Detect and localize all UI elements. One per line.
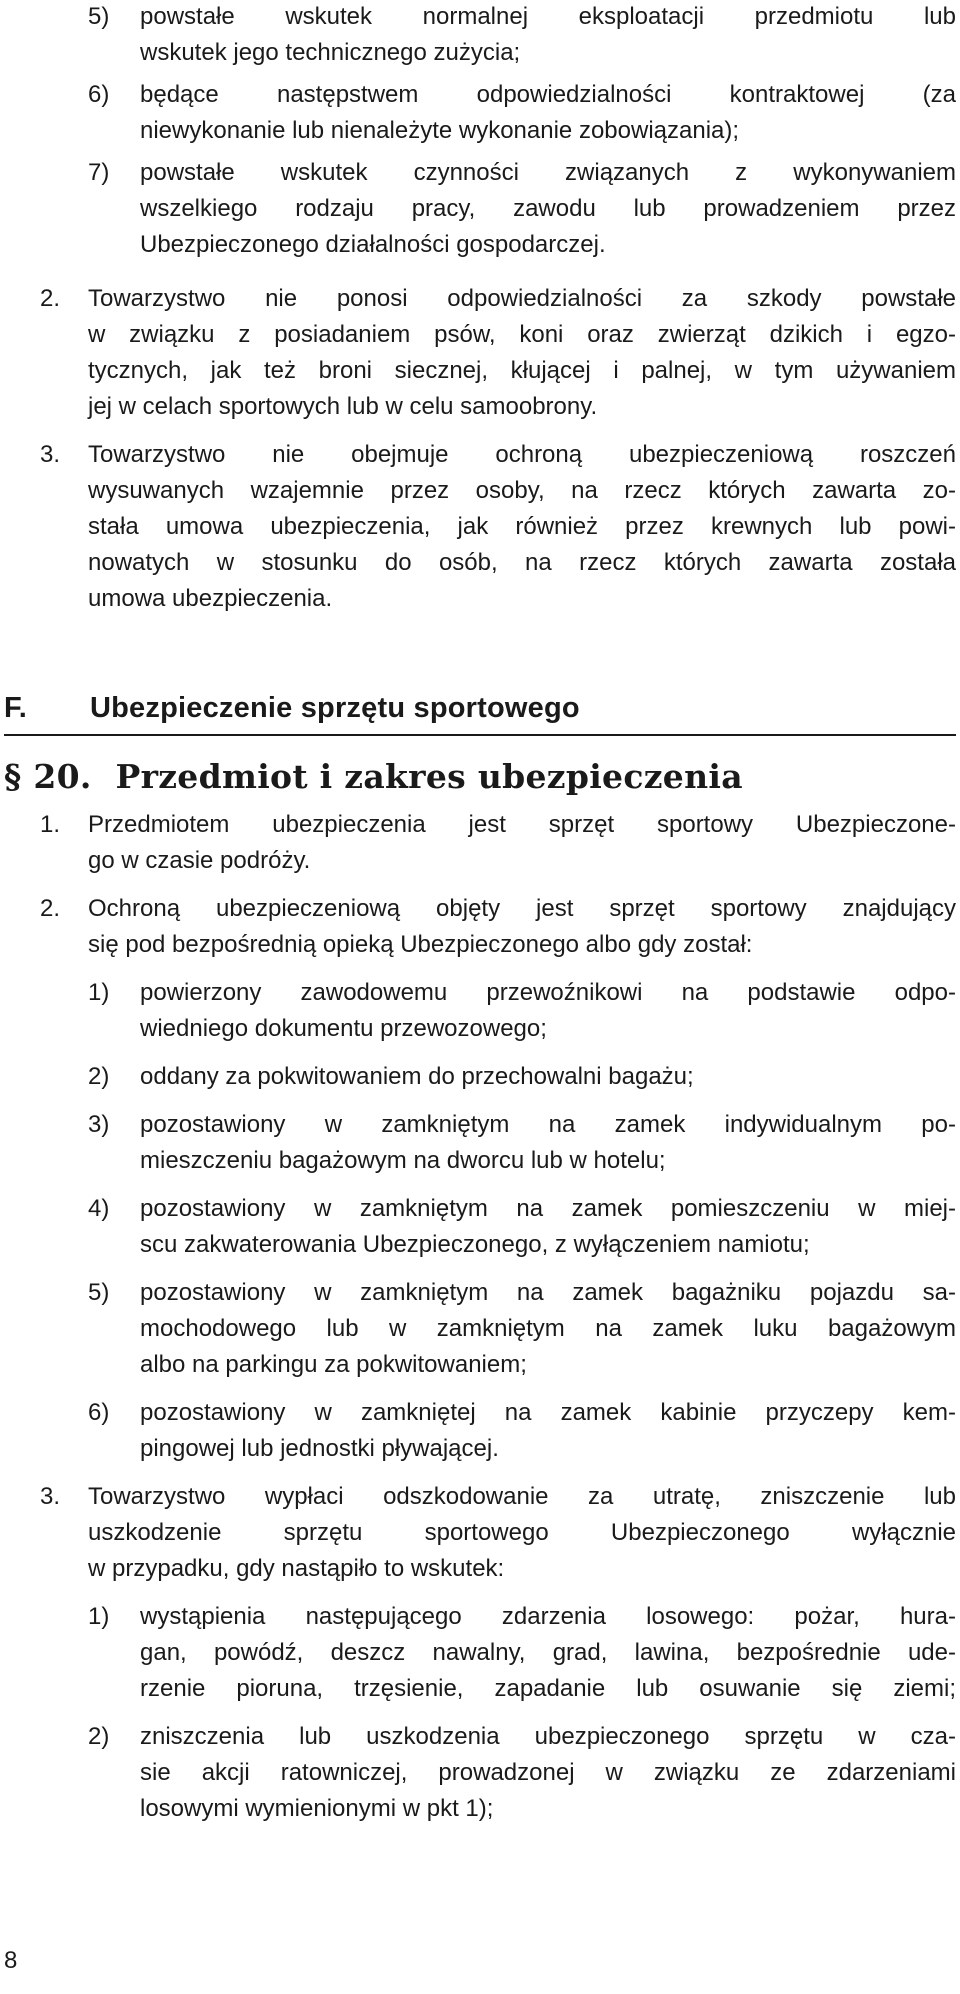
list-line: rzenie pioruna, trzęsienie, zapadanie lub osuwanie się ziemi; — [140, 1675, 956, 1702]
list-line: oddany za pokwitowaniem do przechowalni bagażu; — [140, 1063, 694, 1090]
point-line: nowatych w stosunku do osób, na rzecz których zawarta została — [88, 549, 956, 576]
list-number: 6) — [88, 1399, 110, 1426]
list-line: wiedniego dokumentu przewozowego; — [140, 1015, 547, 1042]
list-number: 1) — [88, 1603, 110, 1630]
list-line: powstałe wskutek normalnej eksploatacji przedmiotu lub — [140, 3, 956, 30]
list-number: 6) — [88, 81, 110, 108]
paragraph-title: Przedmiot i zakres ubezpieczenia — [115, 757, 743, 796]
list-line: wystąpienia następującego zdarzenia losowego: pożar, hura- — [140, 1603, 956, 1630]
point-number: 1. — [40, 811, 61, 838]
list-line: gan, powódź, deszcz nawalny, grad, lawina, bezpośrednie ude- — [140, 1639, 956, 1666]
list-line: pozostawiony w zamkniętym na zamek pomieszczeniu w miej- — [140, 1195, 956, 1222]
list-line: sie akcji ratowniczej, prowadzonej w związku ze zdarzeniami — [140, 1759, 956, 1786]
point-number: 3. — [40, 441, 61, 468]
list-number: 1) — [88, 979, 110, 1006]
list-line: mochodowego lub w zamkniętym na zamek luku bagażowym — [140, 1315, 956, 1342]
list-line: powstałe wskutek czynności związanych z wykonywaniem — [140, 159, 956, 186]
list-number: 2) — [88, 1723, 110, 1750]
section-letter: F. — [4, 692, 27, 724]
point-line: Przedmiotem ubezpieczenia jest sprzęt sportowy Ubezpieczone- — [88, 811, 956, 838]
point-line: jej w celach sportowych lub w celu samoobrony. — [88, 393, 598, 420]
section-heading — [4, 690, 580, 726]
list-line: scu zakwaterowania Ubezpieczonego, z wyłączeniem namiotu; — [140, 1231, 810, 1258]
point-line: w przypadku, gdy nastąpiło to wskutek: — [88, 1555, 505, 1582]
list-number: 3) — [88, 1111, 110, 1138]
point-line: Ochroną ubezpieczeniową objęty jest sprzęt sportowy znajdujący — [88, 895, 956, 922]
list-line: mieszczeniu bagażowym na dworcu lub w hotelu; — [140, 1147, 666, 1174]
point-line: w związku z posiadaniem psów, koni oraz zwierząt dzikich i egzo- — [88, 321, 956, 348]
list-line: niewykonanie lub nienależyte wykonanie zobowiązania); — [140, 117, 740, 144]
point-number: 3. — [40, 1483, 61, 1510]
list-line: pozostawiony w zamkniętej na zamek kabinie przyczepy kem- — [140, 1399, 956, 1426]
list-line: pingowej lub jednostki pływającej. — [140, 1435, 499, 1462]
paragraph-heading — [4, 755, 743, 799]
list-line: albo na parkingu za pokwitowaniem; — [140, 1351, 527, 1378]
paragraph-sign: § 20. — [4, 757, 92, 796]
point-line: Towarzystwo nie ponosi odpowiedzialności za szkody powstałe — [88, 285, 956, 312]
list-number: 7) — [88, 159, 110, 186]
list-line: losowymi wymienionymi w pkt 1); — [140, 1795, 494, 1822]
list-number: 5) — [88, 1279, 110, 1306]
point-line: go w czasie podróży. — [88, 847, 311, 874]
list-number: 4) — [88, 1195, 110, 1222]
page-number: 8 — [4, 1947, 18, 1974]
section-divider — [4, 734, 956, 736]
point-line: tycznych, jak też broni siecznej, kłującej i palnej, w tym używaniem — [88, 357, 956, 384]
point-line: uszkodzenie sprzętu sportowego Ubezpieczonego wyłącznie — [88, 1519, 956, 1546]
point-line: stała umowa ubezpieczenia, jak również przez krewnych lub powi- — [88, 513, 956, 540]
point-line: Towarzystwo wypłaci odszkodowanie za utratę, zniszczenie lub — [88, 1483, 956, 1510]
section-title: Ubezpieczenie sprzętu sportowego — [90, 692, 580, 724]
list-line: wszelkiego rodzaju pracy, zawodu lub prowadzeniem przez — [140, 195, 956, 222]
list-line: pozostawiony w zamkniętym na zamek bagażniku pojazdu sa- — [140, 1279, 956, 1306]
point-line: się pod bezpośrednią opieką Ubezpieczonego albo gdy został: — [88, 931, 753, 958]
point-line: wysuwanych wzajemnie przez osoby, na rzecz których zawarta zo- — [88, 477, 956, 504]
list-line: zniszczenia lub uszkodzenia ubezpieczonego sprzętu w cza- — [140, 1723, 956, 1750]
point-line: Towarzystwo nie obejmuje ochroną ubezpieczeniową roszczeń — [88, 441, 956, 468]
list-line: będące następstwem odpowiedzialności kontraktowej (za — [140, 81, 956, 108]
list-line: pozostawiony w zamkniętym na zamek indywidualnym po- — [140, 1111, 956, 1138]
point-number: 2. — [40, 285, 61, 312]
list-number: 5) — [88, 3, 110, 30]
list-number: 2) — [88, 1063, 110, 1090]
point-number: 2. — [40, 895, 61, 922]
list-line: Ubezpieczonego działalności gospodarczej. — [140, 231, 606, 258]
point-line: umowa ubezpieczenia. — [88, 585, 333, 612]
list-line: wskutek jego technicznego zużycia; — [140, 39, 521, 66]
list-line: powierzony zawodowemu przewoźnikowi na podstawie odpo- — [140, 979, 956, 1006]
